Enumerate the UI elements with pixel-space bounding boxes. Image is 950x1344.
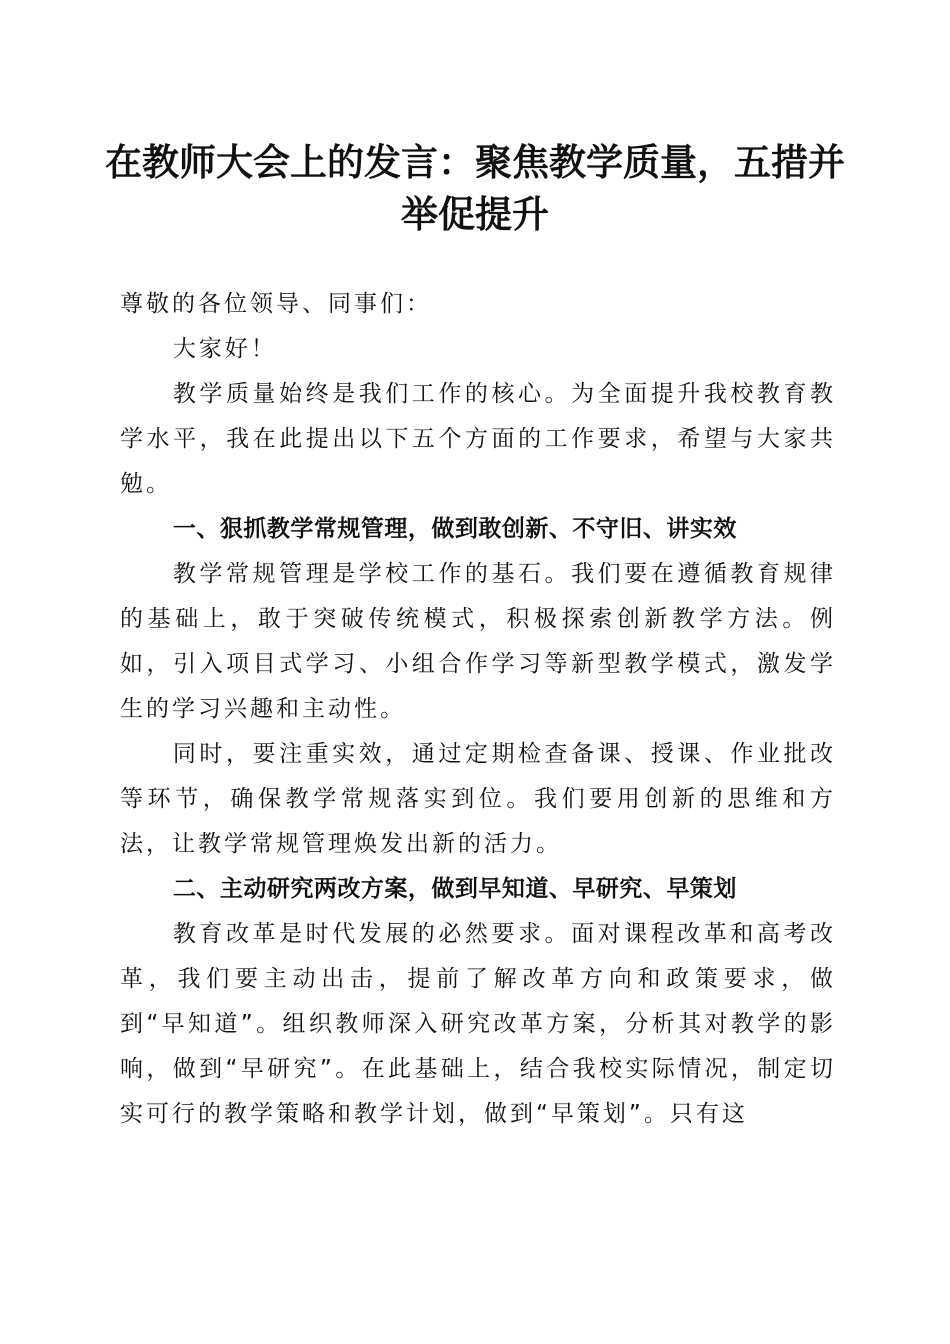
document-body (120, 282, 836, 1137)
section-1-paragraph-1: 教学常规管理是学校工作的基石。我们要在遵循教育规律的基础上，敢于突破传统模式，积极探索创新教学方法。例如，引入项目式学习、小组合作学习等新型教学模式，激发学生的学习兴趣和主动性。 (120, 561, 836, 722)
greeting: 大家好！ (172, 336, 277, 362)
section-1-paragraph-2: 同时，要注重实效，通过定期检查备课、授课、作业批改等环节，确保教学常规落实到位。我们要用创新的思维和方法，让教学常规管理焕发出新的活力。 (120, 741, 836, 857)
intro-paragraph: 教学质量始终是我们工作的核心。为全面提升我校教育教学水平，我在此提出以下五个方面的工作要求，希望与大家共勉。 (120, 381, 836, 497)
salutation: 尊敬的各位领导、同事们： (120, 291, 432, 317)
section-heading-2: 二、主动研究两改方案，做到早知道、早研究、早策划 (172, 876, 737, 902)
section-heading-1: 一、狠抓教学常规管理，做到敢创新、不守旧、讲实效 (172, 516, 737, 542)
section-2-paragraph-1: 教育改革是时代发展的必然要求。面对课程改革和高考改革，我们要主动出击，提前了解改革方向和政策要求，做到“早知道”。组织教师深入研究改革方案，分析其对教学的影响，做到“早研究”。在此基础上，结合我校实际情况，制定切实可行的教学策略和教学计划，做到“早策划”。只有这 (120, 921, 836, 1127)
document-title: 在教师大会上的发言：聚焦教学质量，五措并举促提升 (105, 140, 845, 236)
